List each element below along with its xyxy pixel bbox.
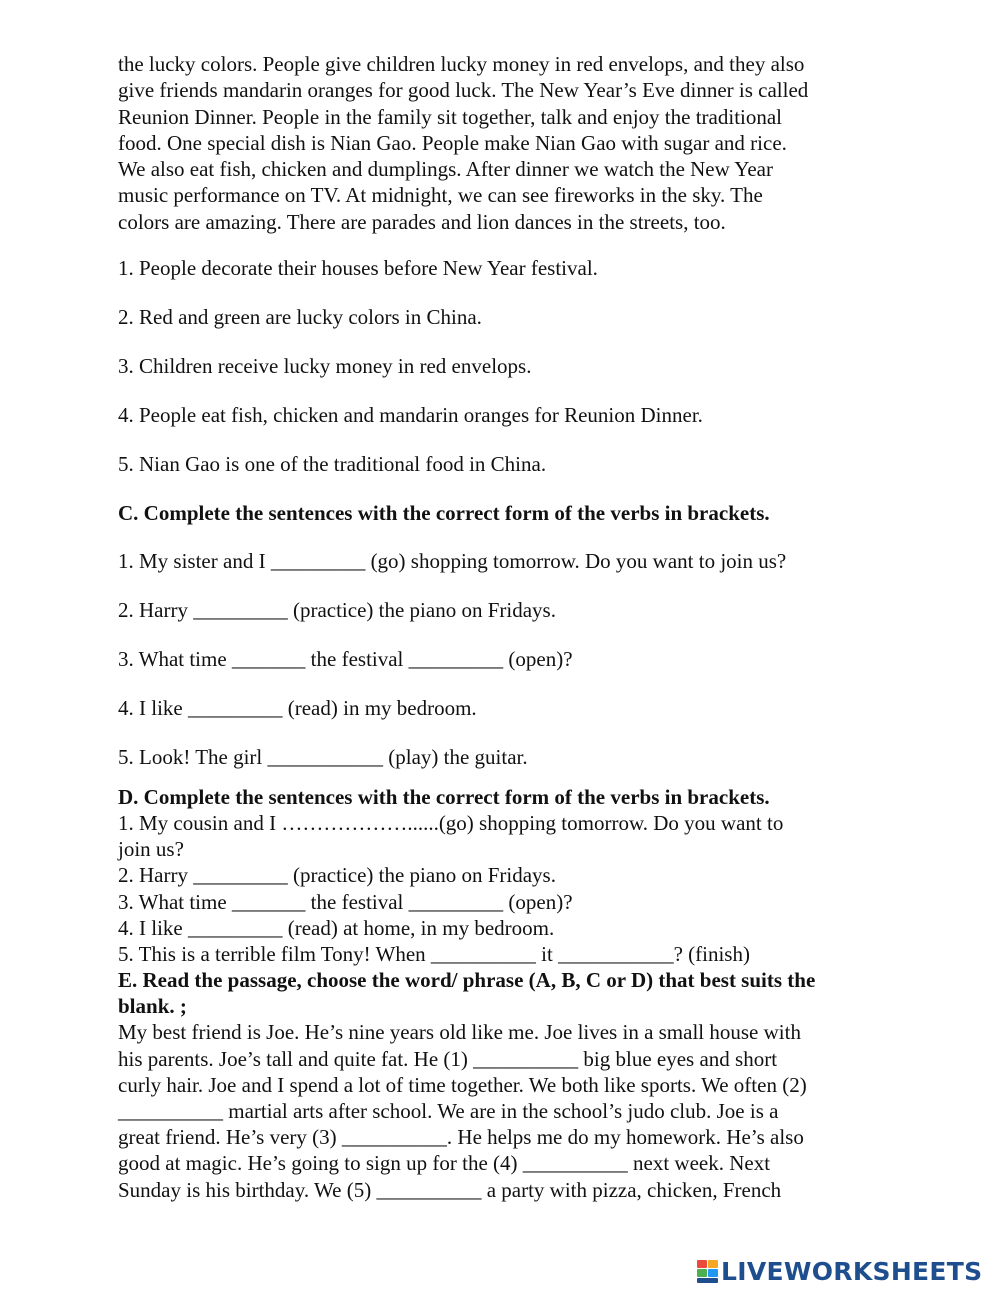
liveworksheets-logo <box>697 1256 982 1286</box>
statements-b <box>118 255 918 477</box>
statement-item: 3. Children receive lucky money in red envelops. <box>118 354 532 379</box>
section-d <box>118 784 918 967</box>
exercise-item: 3. What time _______ the festival _________ (open)? <box>118 889 573 914</box>
exercise-item: 1. My cousin and I ………………......(go) shopping tomorrow. Do you want to <box>118 811 784 836</box>
exercise-item: 2. Harry _________ (practice) the piano on Fridays. <box>118 598 556 623</box>
passage-line: the lucky colors. People give children lucky money in red envelops, and they also <box>118 52 805 76</box>
section-c-heading: C. Complete the sentences with the correct form of the verbs in brackets. <box>118 501 770 526</box>
section-c <box>118 500 918 770</box>
statement-item: 5. Nian Gao is one of the traditional food in China. <box>118 452 547 477</box>
section-e <box>118 967 918 1202</box>
worksheet-page <box>118 51 918 1203</box>
passage-line: music performance on TV. At midnight, we can see fireworks in the sky. The <box>118 183 763 208</box>
statement-item: 1. People decorate their houses before New Year festival. <box>118 256 598 281</box>
passage-line: curly hair. Joe and I spend a lot of time together. We both like sports. We often (2) <box>118 1072 807 1097</box>
exercise-item: 3. What time _______ the festival _________ (open)? <box>118 647 573 672</box>
exercise-item: 5. This is a terrible film Tony! When __________ it ___________? (finish) <box>118 942 750 967</box>
passage-line: good at magic. He’s going to sign up for the (4) __________ next week. Next <box>118 1151 771 1176</box>
section-e-heading: blank. ; <box>118 994 187 1019</box>
passage-line: Reunion Dinner. People in the family sit together, talk and enjoy the traditional <box>118 104 783 129</box>
passage-b <box>118 51 918 235</box>
exercise-item: 4. I like _________ (read) in my bedroom. <box>118 696 477 721</box>
passage-line: Sunday is his birthday. We (5) __________ a party with pizza, chicken, French <box>118 1177 782 1202</box>
passage-line: his parents. Joe’s tall and quite fat. He (1) __________ big blue eyes and short <box>118 1046 778 1071</box>
passage-line: __________ martial arts after school. We are in the school’s judo club. Joe is a <box>118 1098 779 1123</box>
exercise-item: 2. Harry _________ (practice) the piano on Fridays. <box>118 863 556 888</box>
statement-item: 4. People eat fish, chicken and mandarin oranges for Reunion Dinner. <box>118 403 703 428</box>
passage-line: colors are amazing. There are parades and lion dances in the streets, too. <box>118 209 726 234</box>
exercise-item: 5. Look! The girl ___________ (play) the guitar. <box>118 745 528 770</box>
exercise-item: 1. My sister and I _________ (go) shopping tomorrow. Do you want to join us? <box>118 549 787 574</box>
passage-line: My best friend is Joe. He’s nine years old like me. Joe lives in a small house with <box>118 1020 801 1045</box>
passage-line: great friend. He’s very (3) __________. He helps me do my homework. He’s also <box>118 1125 804 1150</box>
section-d-heading: D. Complete the sentences with the correct form of the verbs in brackets. <box>118 785 770 810</box>
passage-line: We also eat fish, chicken and dumplings. After dinner we watch the New Year <box>118 157 773 182</box>
liveworksheets-logo-icon <box>697 1258 719 1284</box>
statement-item: 2. Red and green are lucky colors in China. <box>118 305 482 330</box>
exercise-item: join us? <box>118 837 184 862</box>
passage-line: food. One special dish is Nian Gao. People make Nian Gao with sugar and rice. <box>118 130 787 155</box>
logo-text: LIVEWORKSHEETS <box>721 1256 983 1286</box>
passage-line: give friends mandarin oranges for good luck. The New Year’s Eve dinner is called <box>118 78 809 103</box>
section-e-heading: E. Read the passage, choose the word/ phrase (A, B, C or D) that best suits the <box>118 968 816 993</box>
exercise-item: 4. I like _________ (read) at home, in my bedroom. <box>118 915 555 940</box>
